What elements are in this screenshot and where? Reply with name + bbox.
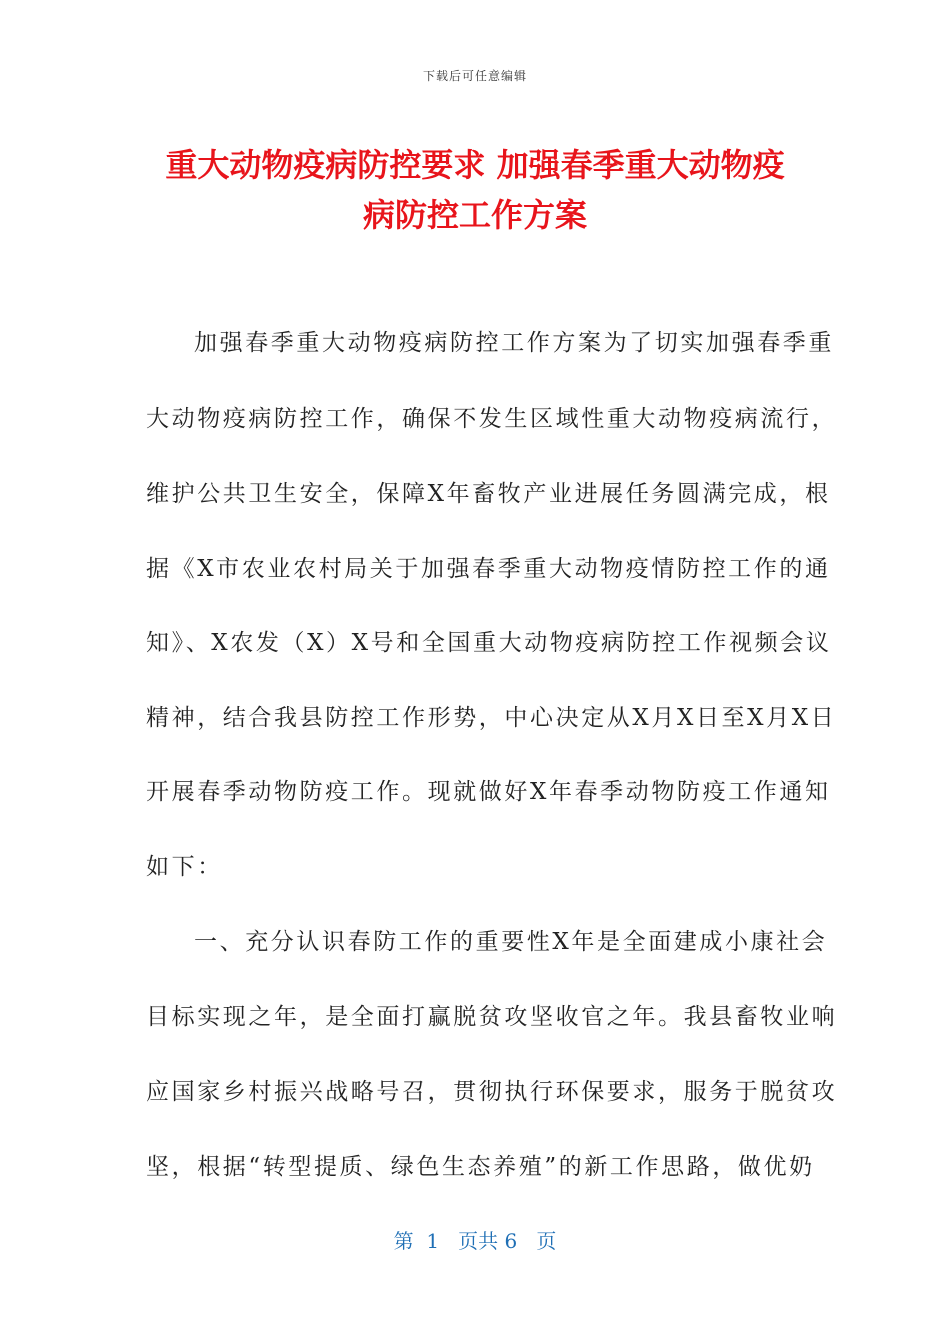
title-line-1: 重大动物疫病防控要求 加强春季重大动物疫 <box>165 146 785 184</box>
body-line: 大动物疫病防控工作，确保不发生区域性重大动物疫病流行， <box>146 406 838 432</box>
body-line: 一、充分认识春防工作的重要性X年是全面建成小康社会 <box>194 929 828 955</box>
body-line: 加强春季重大动物疫病防控工作方案为了切实加强春季重 <box>194 330 834 356</box>
body-line: 知》、X农发（X）X号和全国重大动物疫病防控工作视频会议 <box>146 630 832 656</box>
title-line-2: 病防控工作方案 <box>362 196 587 234</box>
document-title <box>130 140 820 240</box>
body-line: 精神，结合我县防控工作形势，中心决定从X月X日至X月X日 <box>146 705 837 731</box>
body-line: 应国家乡村振兴战略号召，贯彻执行环保要求，服务于脱贫攻 <box>146 1079 838 1105</box>
body-line: 目标实现之年，是全面打赢脱贫攻坚收官之年。我县畜牧业响 <box>146 1004 838 1030</box>
body-line: 开展春季动物防疫工作。现就做好X年春季动物防疫工作通知 <box>146 779 831 805</box>
page-number-footer: 第 1 页共 6 页 <box>393 1229 557 1253</box>
body-line: 维护公共卫生安全，保障X年畜牧产业进展任务圆满完成，根 <box>146 481 831 507</box>
body-line: 如下： <box>146 854 223 880</box>
header-note: 下载后可任意编辑 <box>422 69 527 83</box>
body-line: 据《X市农业农村局关于加强春季重大动物疫情防控工作的通 <box>146 556 831 582</box>
body-line: 坚，根据“转型提质、绿色生态养殖”的新工作思路，做优奶 <box>146 1154 815 1180</box>
